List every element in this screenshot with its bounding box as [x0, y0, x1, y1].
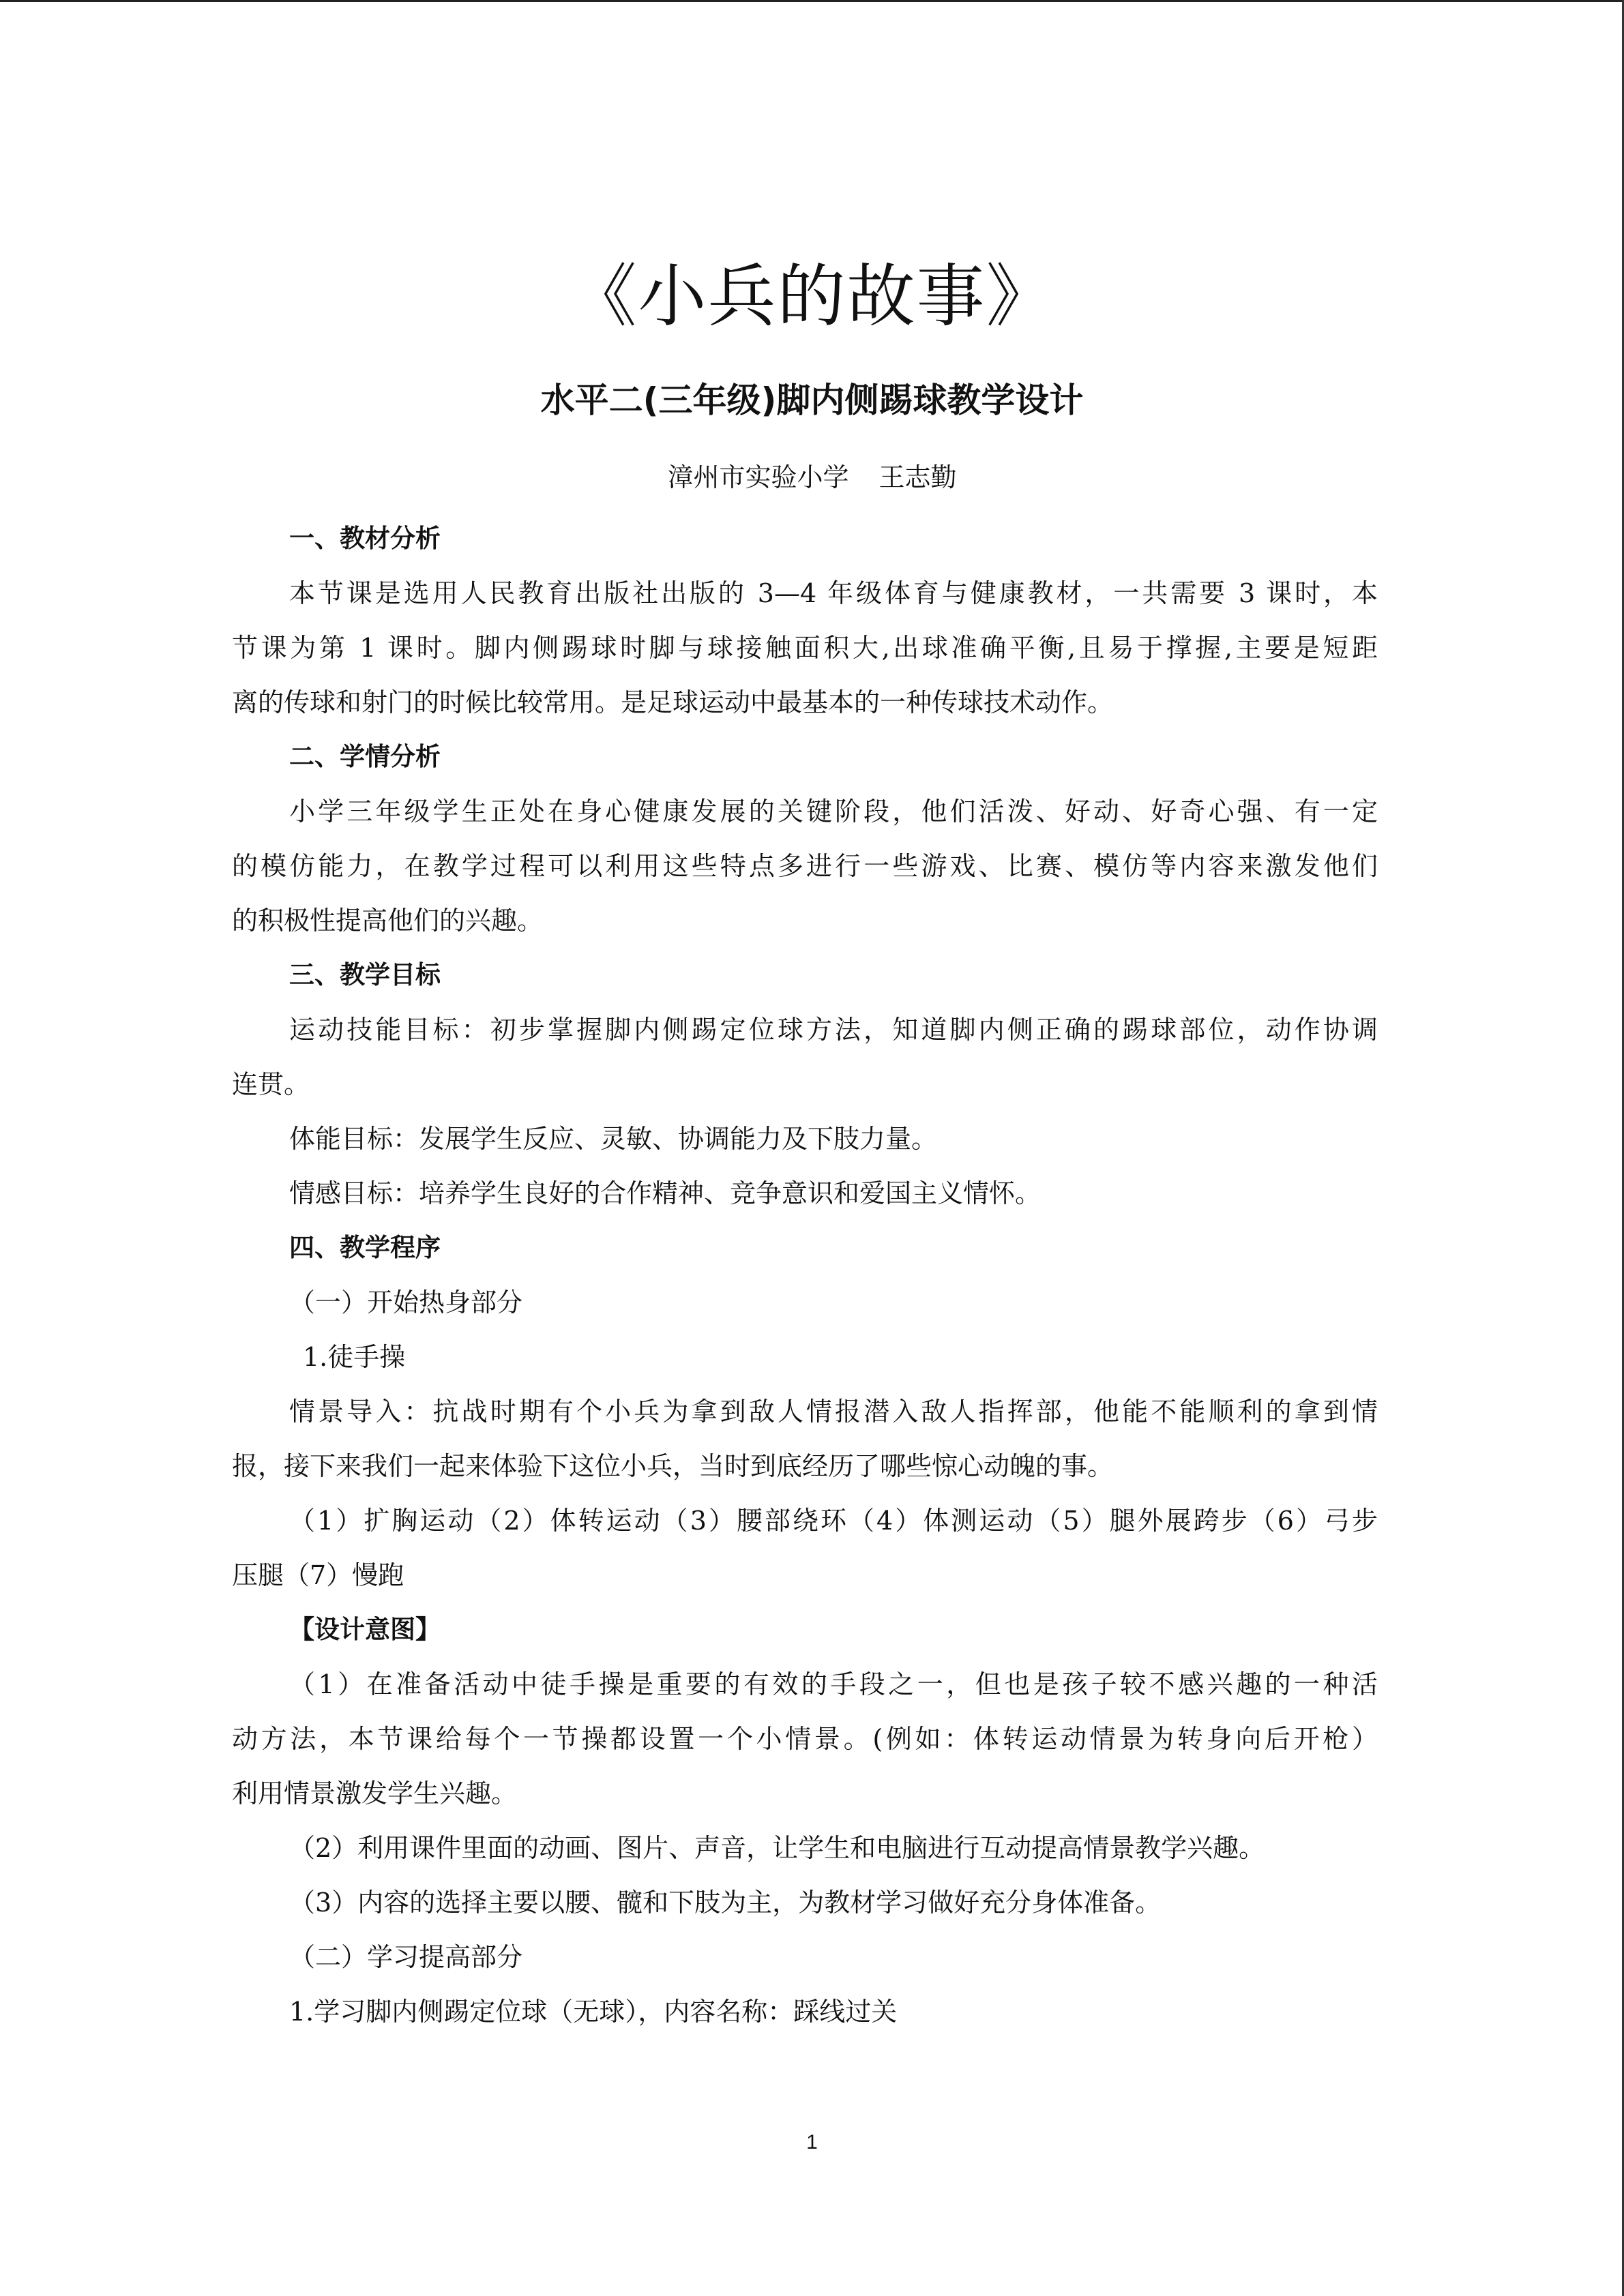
paragraph-line: 的积极性提高他们的兴趣。: [232, 906, 544, 936]
paragraph-line: 节课为第 1 课时。脚内侧踢球时脚与球接触面积大,出球准确平衡,且易于撑握,主要是短距: [232, 633, 1378, 663]
author-school: 漳州市实验小学: [667, 462, 849, 492]
paragraph-line: 报，接下来我们一起来体验下这位小兵，当时到底经历了哪些惊心动魄的事。: [232, 1451, 1114, 1481]
section-heading: 四、教学程序: [289, 1233, 441, 1262]
section-heading: 三、教学目标: [289, 960, 441, 989]
paragraph-line: 连贯。: [232, 1069, 310, 1099]
section-heading: 二、学情分析: [289, 742, 441, 771]
document-subtitle: 水平二(三年级)脚内侧踢球教学设计: [540, 381, 1084, 420]
paragraph-line: 的模仿能力，在教学过程可以利用这些特点多进行一些游戏、比赛、模仿等内容来激发他们: [232, 851, 1378, 881]
top-border: [0, 0, 1624, 2]
paragraph-line: 离的传球和射门的时候比较常用。是足球运动中最基本的一种传球技术动作。: [232, 687, 1114, 717]
document-title: 《小兵的故事》: [568, 256, 1056, 336]
paragraph-line: 本节课是选用人民教育出版社出版的 3—4 年级体育与健康教材，一共需要 3 课时，本: [289, 578, 1378, 608]
paragraph-line: （1）在准备活动中徒手操是重要的有效的手段之一，但也是孩子较不感兴趣的一种活: [289, 1669, 1378, 1699]
paragraph-line: 情景导入：抗战时期有个小兵为拿到敌人情报潜入敌人指挥部，他能不能顺利的拿到情: [289, 1397, 1378, 1427]
list-item: 1.徒手操: [303, 1342, 406, 1372]
document-body: [232, 511, 1378, 2039]
section-heading: 一、教材分析: [289, 524, 441, 553]
paragraph-line: 压腿（7）慢跑: [232, 1560, 404, 1590]
paragraph-line: 小学三年级学生正处在身心健康发展的关键阶段，他们活泼、好动、好奇心强、有一定: [289, 796, 1378, 826]
paragraph-line: 动方法，本节课给每个一节操都设置一个小情景。(例如：体转运动情景为转身向后开枪）: [232, 1724, 1378, 1754]
author-line: [0, 457, 1624, 498]
page-number: 1: [806, 2131, 818, 2153]
section-heading: 【设计意图】: [289, 1615, 441, 1644]
paragraph-line: 利用情景激发学生兴趣。: [232, 1778, 518, 1808]
paragraph-line: 1.学习脚内侧踢定位球（无球），内容名称：踩线过关: [289, 1997, 898, 2027]
paragraph-line: （2）利用课件里面的动画、图片、声音，让学生和电脑进行互动提高情景教学兴趣。: [289, 1833, 1265, 1863]
paragraph-line: （一）开始热身部分: [289, 1287, 523, 1317]
paragraph-line: 运动技能目标：初步掌握脚内侧踢定位球方法，知道脚内侧正确的踢球部位，动作协调: [289, 1015, 1378, 1045]
paragraph-line: 情感目标：培养学生良好的合作精神、竞争意识和爱国主义情怀。: [289, 1178, 1042, 1208]
paragraph-line: 体能目标：发展学生反应、灵敏、协调能力及下肢力量。: [289, 1124, 938, 1154]
paragraph-line: （3）内容的选择主要以腰、髋和下肢为主，为教材学习做好充分身体准备。: [289, 1888, 1162, 1918]
paragraph-line: （二）学习提高部分: [289, 1942, 523, 1972]
paragraph-line: （1）扩胸运动（2）体转运动（3）腰部绕环（4）体测运动（5）腿外展跨步（6）弓步: [289, 1506, 1378, 1536]
author-name: 王志勤: [879, 462, 957, 492]
